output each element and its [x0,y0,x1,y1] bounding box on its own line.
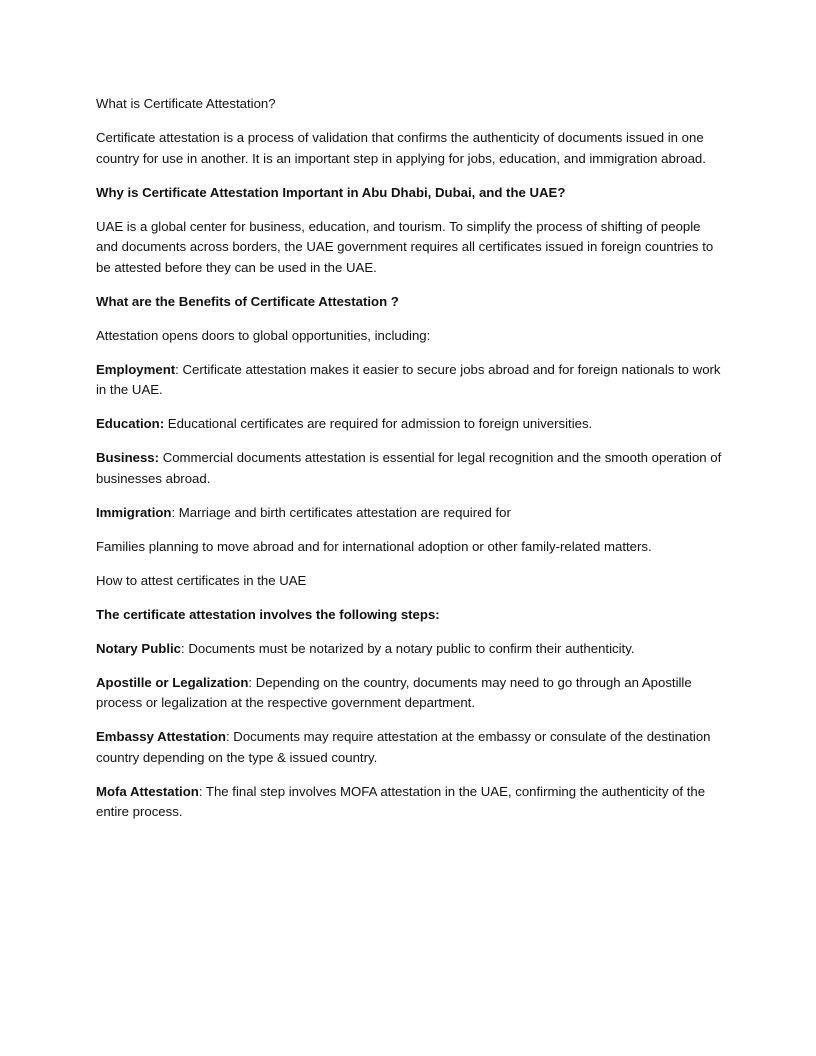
intro-paragraph: Certificate attestation is a process of validation that confirms the authenticity of documents issued in one country for use in another. It is an important step in applying for jobs, education, and immigration abroad. [96,130,706,166]
benefit-employment: Employment: Certificate attestation makes it easier to secure jobs abroad and for foreign nationals to work in the UAE. [96,361,721,397]
benefits-intro: Attestation opens doors to global opportunities, including: [96,327,431,343]
step-mofa: Mofa Attestation: The final step involves MOFA attestation in the UAE, confirming the authenticity of the entire process. [96,783,706,819]
question-heading: What is Certificate Attestation? [96,96,276,111]
step-embassy: Embassy Attestation: Documents may require attestation at the embassy or consulate of the destination country depending on the type & issued country. [96,729,711,765]
document-body [96,94,724,836]
benefits-heading: What are the Benefits of Certificate Attestation ? [96,293,399,309]
steps-heading: The certificate attestation involves the following steps: [96,606,440,622]
benefit-immigration: Immigration: Marriage and birth certificates attestation are required for [96,504,511,520]
step-apostille: Apostille or Legalization: Depending on the country, documents may need to go through an Apostille process or legalization at the respective government department. [96,674,692,710]
families-paragraph: Families planning to move abroad and for international adoption or other family-related matters. [96,538,652,554]
benefit-business: Business: Commercial documents attestation is essential for legal recognition and the smooth operation of businesses abroad. [96,450,722,486]
importance-paragraph: UAE is a global center for business, education, and tourism. To simplify the process of shifting of people and documents across borders, the UAE government requires all certificates issued in foreign countries to be attested before they can be used in the UAE. [96,218,714,275]
step-notary-public: Notary Public: Documents must be notarized by a notary public to confirm their authenticity. [96,640,635,656]
benefit-education: Education: Educational certificates are required for admission to foreign universities. [96,416,593,431]
importance-heading: Why is Certificate Attestation Important in Abu Dhabi, Dubai, and the UAE? [96,184,566,200]
how-to-heading: How to attest certificates in the UAE [96,572,307,588]
